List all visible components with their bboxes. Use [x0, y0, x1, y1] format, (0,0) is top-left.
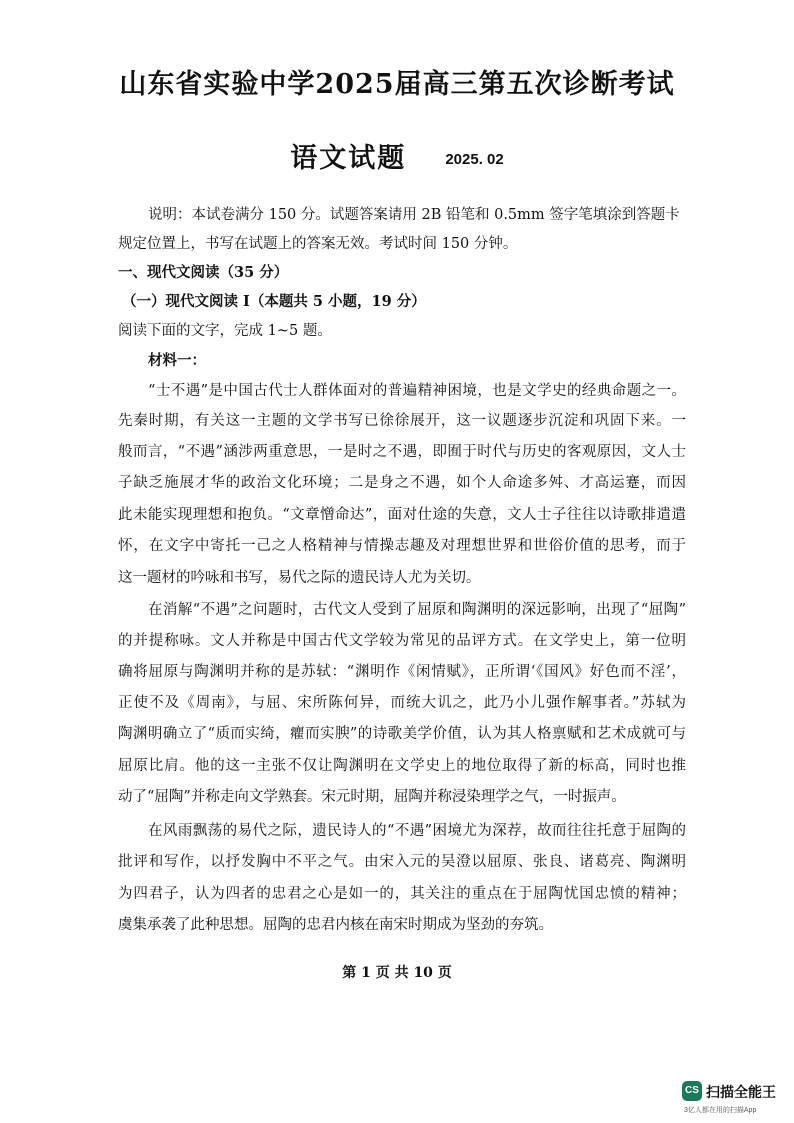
section-heading: 一、现代文阅读（35 分） [118, 264, 289, 281]
passage-line: 这一题材的吟咏和书写，易代之际的遗民诗人尤为关切。 [118, 570, 481, 586]
watermark-tagline: 3亿人都在用的扫描App [684, 1107, 757, 1114]
exam-date: 2025. 02 [445, 151, 504, 168]
subject-line [0, 136, 794, 175]
reading-directive: 阅读下面的文字，完成 1~5 题。 [118, 323, 332, 339]
exam-title: 山东省实验中学2025届高三第五次诊断考试 [119, 69, 675, 100]
scanner-watermark [682, 1081, 790, 1121]
passage-line: 为四君子，认为四者的忠君之心是如一的，其关注的重点在于屈陶忧国忠愤的精神； [118, 886, 686, 902]
passage-line: 确将屈原与陶渊明并称的是苏轼：“渊明作《闲情赋》，正所谓‘《国风》好色而不淫’， [118, 664, 686, 680]
page-number: 第 1 页 共 10 页 [342, 965, 452, 981]
camscanner-logo-icon: CS [682, 1081, 702, 1101]
passage-line: 怀，在文字中寄托一己之人格精神与情操志趣及对理想世界和世俗价值的思考，而于 [118, 538, 686, 554]
instructions-line-2: 规定位置上，书写在试题上的答案无效。考试时间 150 分钟。 [118, 236, 518, 252]
passage-line: 的并提称咏。文人并称是中国古代文学较为常见的品评方式。在文学史上，第一位明 [118, 633, 686, 649]
passage-line: 正使不及《周南》，与屈、宋所陈何异，而统大讥之，此乃小儿强作解事者。”苏轼为 [118, 695, 686, 711]
passage-line: 此未能实现理想和抱负。“文章憎命达”，面对仕途的失意，文人士子往往以诗歌排遣遣 [118, 507, 686, 523]
passage-line: 屈原比肩。他的这一主张不仅让陶渊明在文学史上的地位取得了新的标高，同时也推 [118, 758, 686, 774]
passage-line: 陶渊明确立了“质而实绮，癯而实腴”的诗歌美学价值，认为其人格禀赋和艺术成就可与 [118, 726, 686, 742]
subject-title: 语文试题 [290, 143, 407, 174]
watermark-app-name: 扫描全能王 [706, 1084, 776, 1100]
passage-line: 批评和写作，以抒发胸中不平之气。由宋入元的吴澄以屈原、张良、诸葛亮、陶渊明 [118, 854, 686, 870]
passage-line: “士不遇”是中国古代士人群体面对的普遍精神困境，也是文学史的经典命题之一。 [148, 383, 686, 399]
passage-line: 在风雨飘荡的易代之际，遗民诗人的“不遇”困境尤为深荐，故而往往托意于屈陶的 [148, 823, 686, 839]
passage-line: 动了“屈陶”并称走向文学熟套。宋元时期，屈陶并称浸染理学之气，一时振声。 [118, 789, 626, 805]
passage-line: 在消解“不遇”之问题时，古代文人受到了屈原和陶渊明的深远影响，出现了“屈陶” [148, 602, 686, 618]
passage-line: 先秦时期，有关这一主题的文学书写已徐徐展开，这一议题逐步沉淀和巩固下来。一 [118, 413, 686, 429]
section-subheading: （一）现代文阅读 I（本题共 5 小题，19 分） [122, 293, 426, 310]
passage-line: 子缺乏施展才华的政治文化环境；二是身之不遇，如个人命途多舛、才高运蹇，而因 [118, 475, 686, 491]
passage-line: 虞集承袭了此种思想。屈陶的忠君内核在南宋时期成为坚劲的夯筑。 [118, 917, 553, 933]
passage-line: 般而言，“不遇”涵涉两重意思，一是时之不遇，即囿于时代与历史的客观原因，文人士 [118, 444, 686, 460]
instructions-line-1: 说明：本试卷满分 150 分。试题答案请用 2B 铅笔和 0.5mm 签字笔填涂到答题卡 [148, 207, 680, 223]
material-label: 材料一： [148, 352, 206, 369]
